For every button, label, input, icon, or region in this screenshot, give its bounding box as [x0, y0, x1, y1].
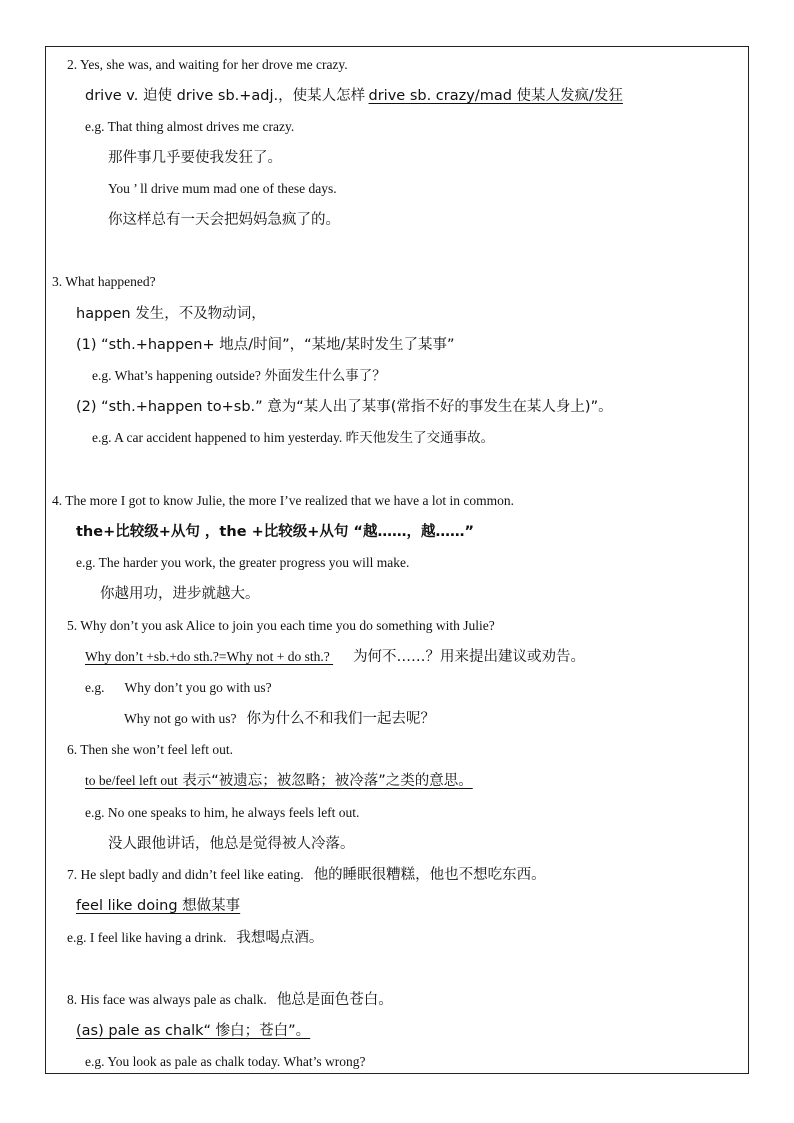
left-out-phrase-line: [85, 771, 473, 791]
section-8-heading-line: [67, 990, 393, 1010]
section-7-heading-zh: 他的睡眠很糟糕，他也不想吃东西。: [313, 867, 546, 883]
drive-example-1-zh: 那件事几乎要使我发狂了。: [108, 150, 282, 166]
drive-phrase: drive sb. crazy/mad 使某人发疯/发狂: [368, 88, 623, 104]
comparative-example: e.g. The harder you work, the greater progress you will make.: [76, 555, 410, 570]
section-8-heading: 8. His face was always pale as chalk.: [67, 992, 267, 1007]
happen-example-2: e.g. A car accident happened to him yesterday. 昨天他发生了交通事故。: [92, 430, 495, 445]
why-pattern-zh: 为何不……？用来提出建议或劝告。: [353, 649, 586, 665]
example-label: e.g.: [85, 680, 105, 695]
section-2-heading: 2. Yes, she was, and waiting for her drove me crazy.: [67, 57, 348, 72]
feel-like-example: e.g. I feel like having a drink.: [67, 930, 227, 945]
happen-usage-1: (1) “sth.+happen+ 地点/时间”，“某地/某时发生了某事”: [76, 337, 455, 353]
section-7-heading-line: [67, 865, 546, 885]
why-example-2: Why not go with us?: [124, 711, 237, 726]
why-example-2-zh: 你为什么不和我们一起去呢？: [246, 711, 435, 727]
drive-example-2: You ’ ll drive mum mad one of these days.: [108, 181, 337, 196]
section-7-heading: 7. He slept badly and didn’t feel like eating.: [67, 867, 304, 882]
pale-as-chalk-phrase: (as) pale as chalk“ 惨白；苍白”。: [76, 1023, 311, 1039]
happen-usage-2: (2) “sth.+happen to+sb.” 意为“某人出了某事(常指不好的事发生在某人身上)”。: [76, 399, 613, 415]
happen-definition: happen 发生，不及物动词，: [76, 306, 266, 322]
drive-example-1: e.g. That thing almost drives me crazy.: [85, 119, 295, 134]
why-pattern-line: [85, 647, 585, 667]
drive-example-2-zh: 你这样总有一天会把妈妈急疯了的。: [108, 212, 340, 228]
section-4-heading: 4. The more I got to know Julie, the more I’ve realized that we have a lot in common.: [52, 493, 514, 508]
comparative-example-zh: 你越用功，进步就越大。: [100, 586, 260, 602]
section-6-heading: 6. Then she won’t feel left out.: [67, 742, 233, 757]
feel-like-phrase: feel like doing 想做某事: [76, 898, 241, 914]
why-pattern: Why don’t +sb.+do sth.?=Why not + do sth.?: [85, 649, 334, 664]
left-out-example: e.g. No one speaks to him, he always feels left out.: [85, 805, 360, 820]
comparative-rule: the+比较级+从句 ，the +比较级+从句 “越……，越……”: [76, 524, 474, 540]
section-8-heading-zh: 他总是面色苍白。: [276, 992, 393, 1008]
feel-like-example-line: [67, 928, 323, 948]
section-5-heading: 5. Why don’t you ask Alice to join you each time you do something with Julie?: [67, 618, 495, 633]
section-3-heading: 3. What happened?: [52, 274, 156, 289]
why-example-2-line: [124, 709, 435, 729]
left-out-phrase-zh: 表示“被遗忘；被忽略；被冷落”之类的意思。: [177, 773, 473, 789]
drive-definition: drive v. 迫使 drive sb.+adj.，使某人怎样: [85, 88, 366, 104]
why-example-1: Why don’t you go with us?: [124, 680, 272, 695]
feel-like-example-zh: 我想喝点酒。: [236, 930, 324, 946]
drive-definition-line: [85, 86, 623, 106]
pale-as-chalk-example: e.g. You look as pale as chalk today. What’s wrong?: [85, 1054, 366, 1069]
why-example-1-line: [85, 678, 272, 698]
left-out-phrase: to be/feel left out: [85, 773, 178, 788]
happen-example-1: e.g. What’s happening outside? 外面发生什么事了？: [92, 368, 386, 383]
left-out-example-zh: 没人跟他讲话，他总是觉得被人冷落。: [108, 836, 355, 852]
